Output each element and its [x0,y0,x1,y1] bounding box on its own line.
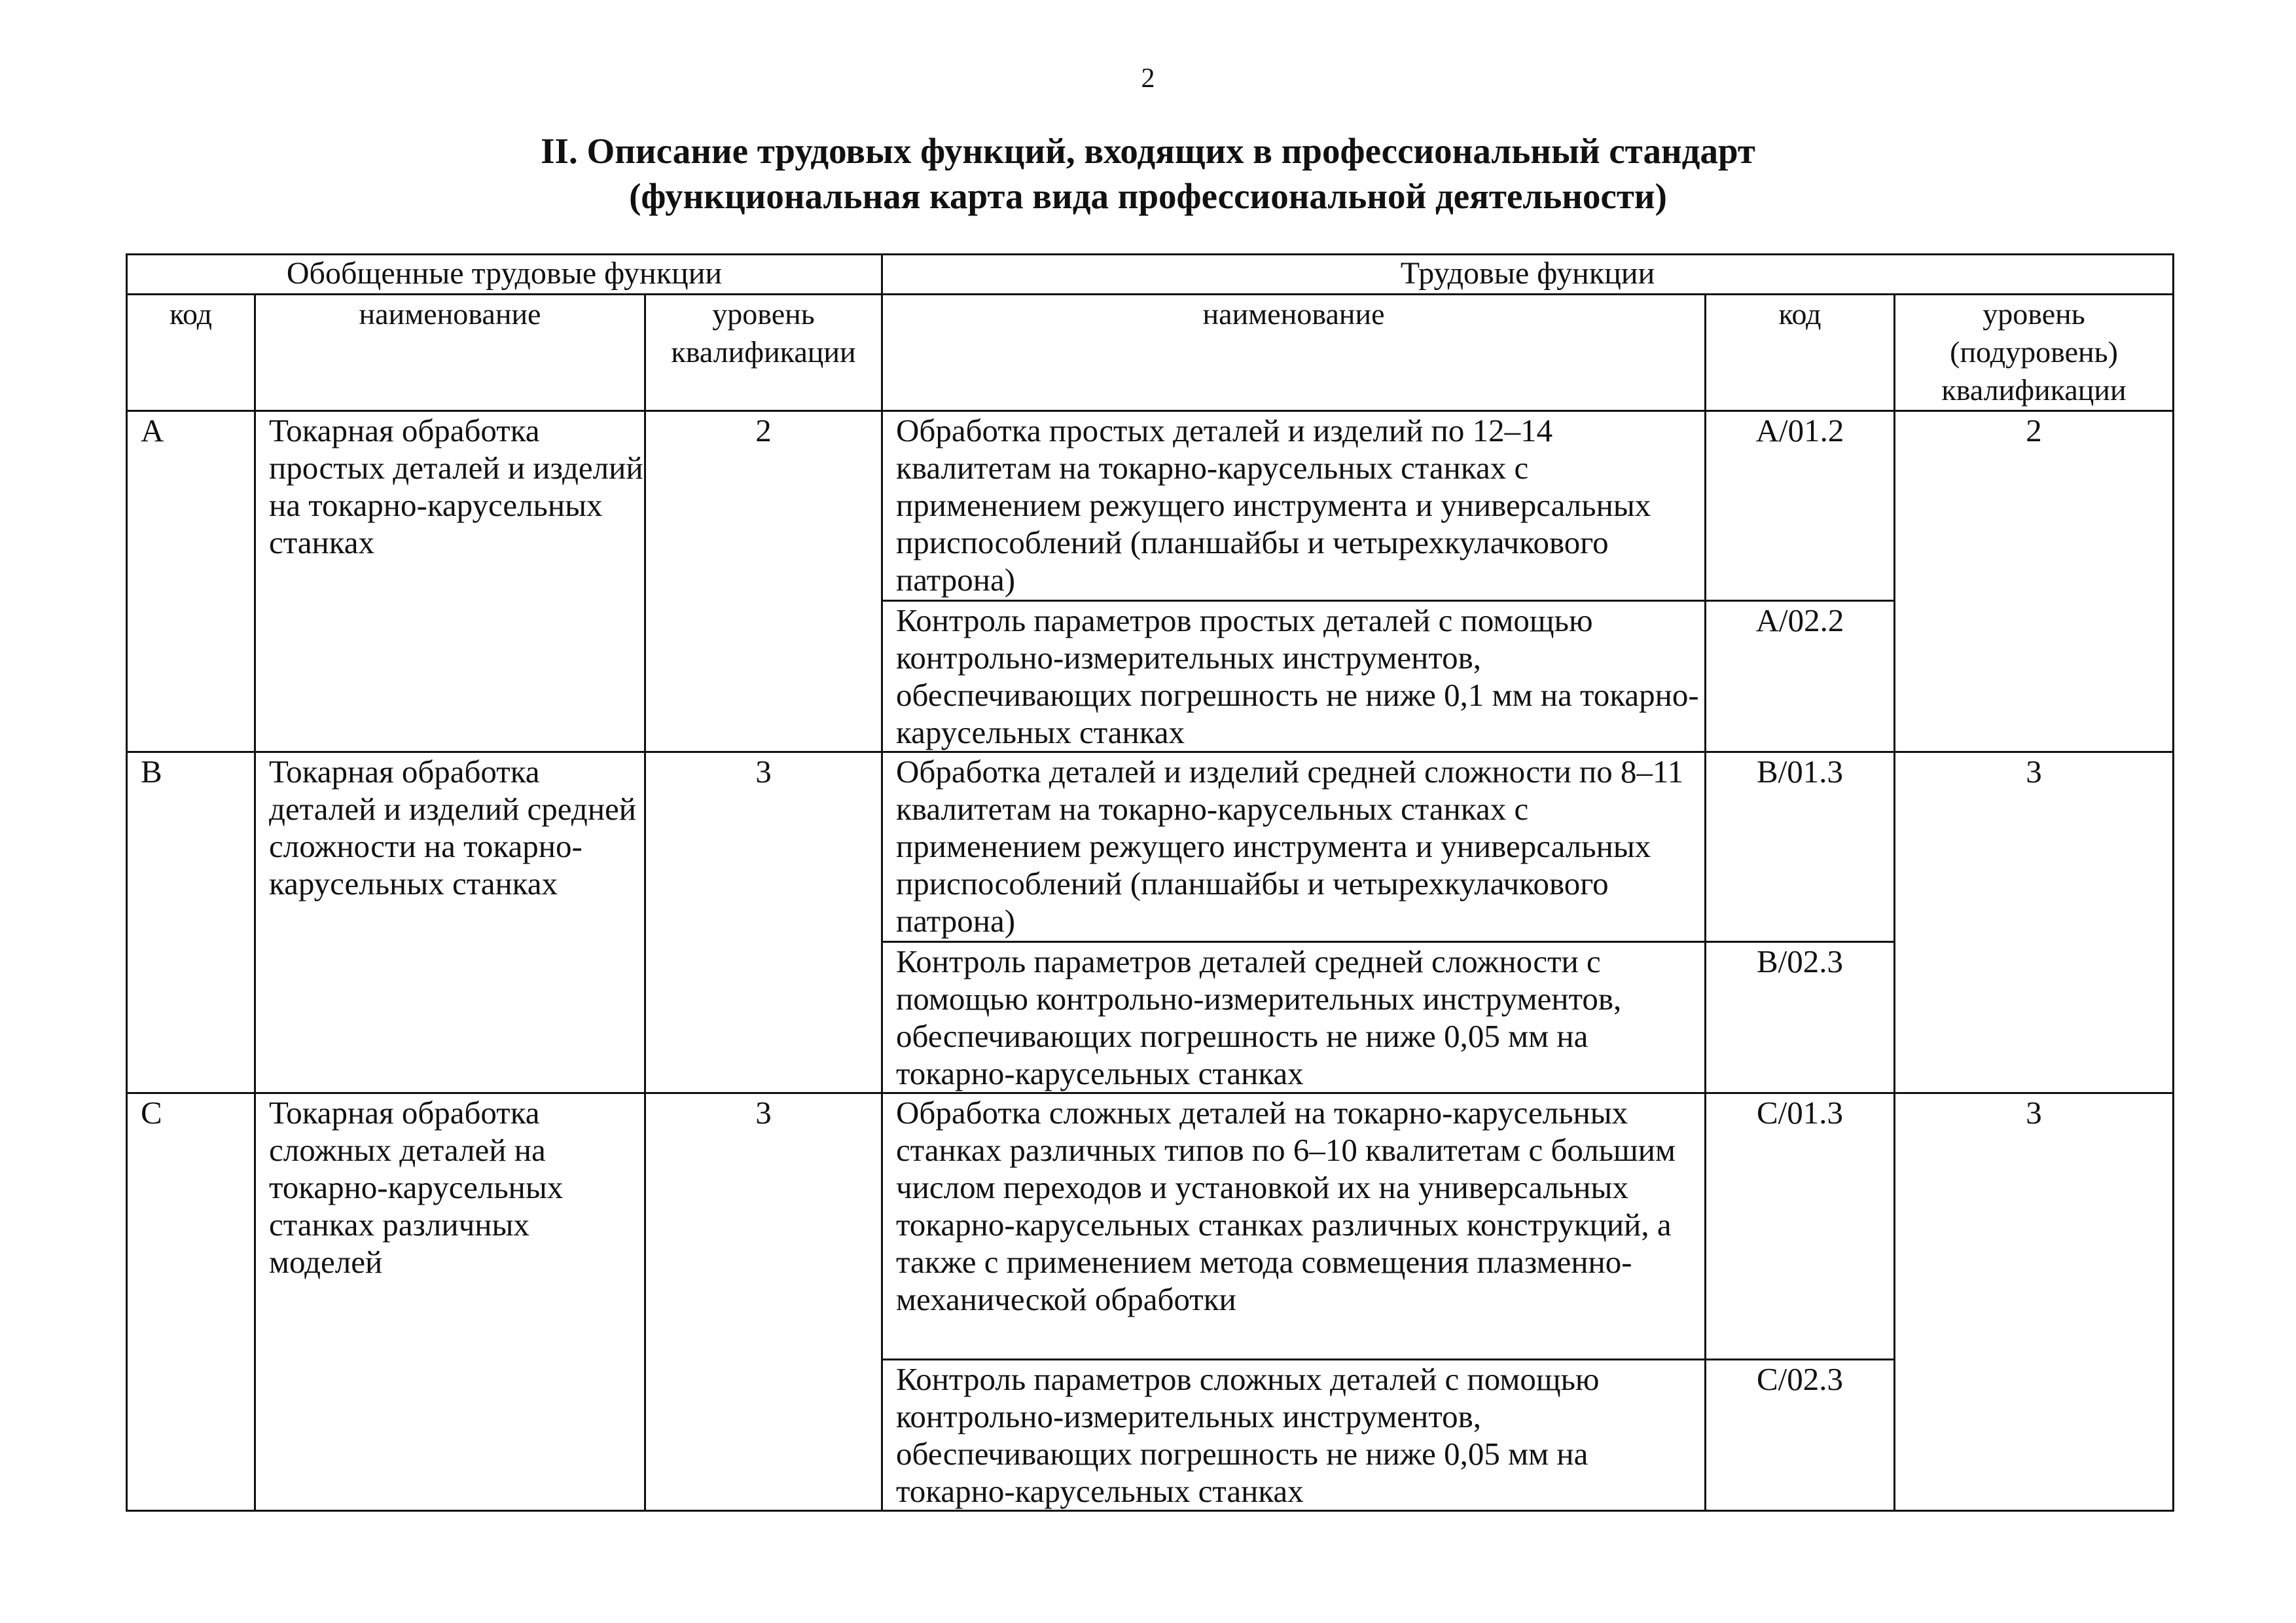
header-gen-name: наименование [255,295,645,411]
group-header-row [127,255,2174,295]
header-gen-level: уровень квалификации [645,295,882,411]
func-level-cell: 3 [1895,1093,2174,1511]
table-row [127,411,2174,601]
gen-name-cell: Токарная обработка сложных деталей на токарно-карусельных станках различных моделей [255,1093,645,1511]
header-func-code: код [1706,295,1895,411]
func-name-cell: Обработка сложных деталей на токарно-карусельных станках различных типов по 6–10 квалитетам с большим числом переходов и установкой их на универсальных токарно-карусельных станках различных конструкций, а также с применением метода совмещения плазменно-механической обработки [882,1093,1706,1360]
column-header-row [127,295,2174,411]
func-code-cell: C/01.3 [1706,1093,1895,1360]
header-func-level: уровень (подуровень) квалификации [1895,295,2174,411]
header-generalized-functions: Обобщенные трудовые функции [127,255,882,295]
header-func-name: наименование [882,295,1706,411]
func-code-cell: B/02.3 [1706,942,1895,1093]
func-level-cell: 2 [1895,411,2174,752]
func-level-cell: 3 [1895,752,2174,1093]
table-row [127,752,2174,942]
gen-level-cell: 3 [645,1093,882,1511]
gen-name-cell: Токарная обработка деталей и изделий средней сложности на токарно-карусельных станках [255,752,645,1093]
section-title-line-2: (функциональная карта вида профессиональной деятельности) [629,176,1667,216]
gen-name-cell: Токарная обработка простых деталей и изделий на токарно-карусельных станках [255,411,645,752]
section-title-line-1: II. Описание трудовых функций, входящих в профессиональный стандарт [541,131,1755,171]
gen-level-cell: 3 [645,752,882,1093]
functional-map-table [126,253,2174,1512]
gen-code-cell: B [127,752,255,1093]
gen-code-cell: A [127,411,255,752]
table-row [127,1093,2174,1360]
header-labor-functions: Трудовые функции [882,255,2174,295]
page-number: 2 [1141,64,1155,94]
func-code-cell: A/01.2 [1706,411,1895,601]
func-name-cell: Контроль параметров деталей средней сложности с помощью контрольно-измерительных инструментов, обеспечивающих погрешность не ниже 0,05 мм на токарно-карусельных станках [882,942,1706,1093]
func-name-cell: Контроль параметров простых деталей с помощью контрольно-измерительных инструментов, обеспечивающих погрешность не ниже 0,1 мм на токарно-карусельных станках [882,601,1706,752]
func-code-cell: C/02.3 [1706,1360,1895,1511]
func-code-cell: B/01.3 [1706,752,1895,942]
gen-code-cell: C [127,1093,255,1511]
func-name-cell: Контроль параметров сложных деталей с помощью контрольно-измерительных инструментов, обеспечивающих погрешность не ниже 0,05 мм на токарно-карусельных станках [882,1360,1706,1511]
section-title [0,128,2296,219]
gen-level-cell: 2 [645,411,882,752]
func-name-cell: Обработка деталей и изделий средней сложности по 8–11 квалитетам на токарно-карусельных станках с применением режущего инструмента и универсальных приспособлений (планшайбы и четырехкулачкового патрона) [882,752,1706,942]
func-code-cell: A/02.2 [1706,601,1895,752]
func-name-cell: Обработка простых деталей и изделий по 12–14 квалитетам на токарно-карусельных станках с применением режущего инструмента и универсальных приспособлений (планшайбы и четырехкулачкового патрона) [882,411,1706,601]
header-gen-code: код [127,295,255,411]
